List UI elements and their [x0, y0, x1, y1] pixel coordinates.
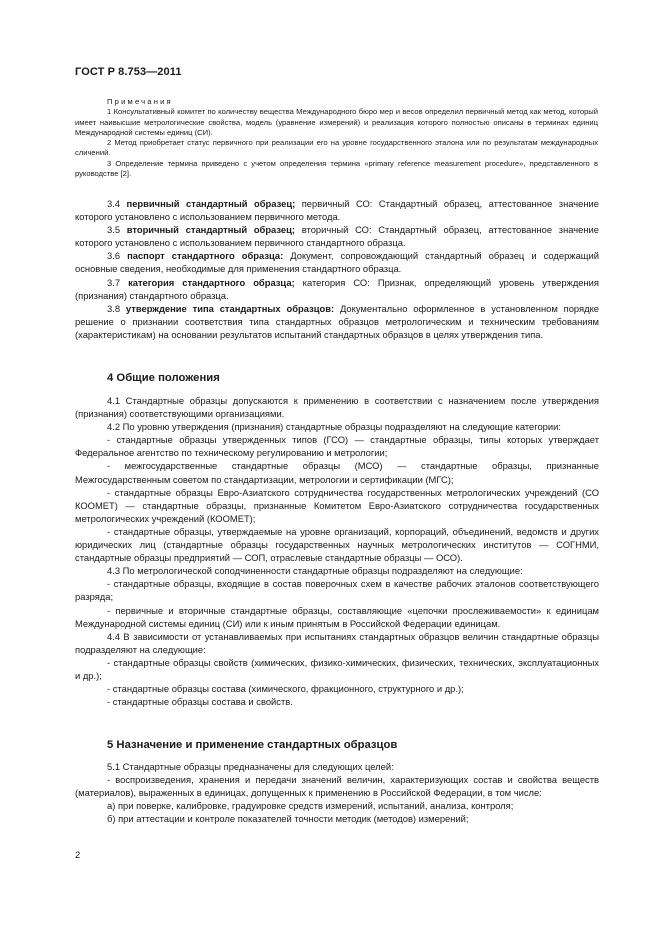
- note-item: 1 Консультативный комитет по количеству вещества Международного бюро мер и весов определил первичный метод как метод, который имеет наивысшие метрологические свойства, модель (уравнение измерений) и реализация которого полностью описаны в терминах единиц Международной системы единиц (СИ).: [75, 107, 598, 137]
- list-item: - стандартные образцы Евро-Азиатского сотрудничества государственных метрологических учреждений (СО КООМЕТ) — стандартные образцы, признанные Комитетом Евро-Азиатского сотрудничества государственных метрологических учреждений (КООМЕТ);: [75, 486, 599, 524]
- term-definition: Документ, сопровождающий стандартный образец и содержащий основные сведения, необходимые для применения стандартного образца.: [75, 250, 599, 275]
- list-item: - межгосударственные стандартные образцы (МСО) — стандартные образцы, признанные Межгосударственным советом по стандартизации, метрологии и сертификации (МГС);: [75, 460, 599, 485]
- term-definition: категория СО: Признак, определяющий уровень утверждения (признания) стандартного образца.: [75, 276, 599, 301]
- section-4-body: [75, 394, 599, 708]
- list-item: - воспроизведения, хранения и передачи значений величин, характеризующих состав и свойства веществ (материалов), выраженных в единицах, допущенных к применению в Российской Федерации, в том числе:: [75, 774, 599, 799]
- paragraph: 4.1 Стандартные образцы допускаются к применению в соответствии с назначением после утверждения (признания) соответствующими организациями.: [75, 395, 599, 420]
- list-item: - первичные и вторичные стандартные образцы, составляющие «цепочки прослеживаемости» к единицам Международной системы единиц (СИ) или к иным принятым в Российской Федерации единицам.: [75, 604, 599, 629]
- term-entry: [75, 223, 599, 249]
- terms-block: [75, 197, 599, 341]
- section-5-heading: 5 Назначение и применение стандартных образцов: [107, 739, 398, 751]
- notes-block: [75, 97, 598, 179]
- term-definition: вторичный СО: Стандартный образец, аттестованное значение которого установлено с использованием первичного стандартного образца.: [75, 224, 599, 249]
- document-header: ГОСТ Р 8.753—2011: [75, 66, 182, 78]
- term-entry: [75, 302, 599, 341]
- section-5-body: [75, 760, 599, 825]
- list-item: - стандартные образцы свойств (химических, физико-химических, физических, технических, эксплуатационных и др.);: [75, 656, 599, 681]
- paragraph: 4.2 По уровню утверждения (признания) стандартные образцы подразделяют на следующие категории:: [107, 421, 561, 433]
- list-item: - стандартные образцы состава и свойств.: [107, 696, 293, 708]
- term-name: утверждение типа стандартных образцов:: [125, 302, 335, 314]
- term-number: 3.5: [107, 224, 121, 236]
- list-item: б) при аттестации и контроле показателей точности методик (методов) измерений;: [107, 813, 469, 825]
- term-number: 3.6: [107, 250, 121, 262]
- list-item: - стандартные образцы, утверждаемые на уровне организаций, корпораций, объединений, ведомств и других юридических лиц (стандартные образцы государственных научных метрологических институтов — СОГНМИ, стандартные образцы предприятий — СОП, отраслевые стандартные образцы — ОСО).: [75, 525, 599, 564]
- notes-title: Примечания: [107, 97, 173, 106]
- term-entry: [75, 197, 599, 223]
- term-name: вторичный стандартный образец;: [126, 224, 296, 236]
- paragraph: 4.4 В зависимости от устанавливаемых при испытаниях стандартных образцов величин стандартные образцы подразделяют на следующие:: [75, 630, 599, 655]
- list-item: - стандартные образцы состава (химического, фракционного, структурного и др.);: [107, 683, 464, 695]
- list-item: а) при поверке, калибровке, градуировке средств измерений, испытаний, анализа, контроля;: [107, 800, 514, 812]
- page-number: 2: [75, 849, 81, 860]
- paragraph: 5.1 Стандартные образцы предназначены для следующих целей:: [107, 761, 394, 772]
- term-definition: первичный СО: Стандартный образец, аттестованное значение которого установлено с использованием первичного метода.: [75, 198, 600, 223]
- section-4-heading: 4 Общие положения: [107, 372, 220, 384]
- note-item: 3 Определение термина приведено с учетом определения термина «primary reference measurement procedure», представленного в руководстве [2].: [75, 158, 598, 179]
- term-number: 3.4: [107, 198, 121, 209]
- list-item: - стандартные образцы, входящие в состав поверочных схем в качестве рабочих эталонов соответствующего разряда;: [75, 578, 599, 603]
- term-number: 3.7: [107, 276, 121, 288]
- paragraph: 4.3 По метрологической соподчиненности стандартные образцы подразделяют на следующие:: [107, 565, 523, 577]
- term-name: первичный стандартный образец;: [126, 198, 296, 209]
- term-entry: [75, 276, 599, 302]
- term-definition: Документально оформленное в установленном порядке решение о признании соответствия типа стандартных образцов метрологическим и техническим требованиям (характеристикам) на основании результатов испытаний стандартных образцов в целях утверждения типа.: [75, 302, 600, 340]
- list-item: - стандартные образцы утвержденных типов (ГСО) — стандартные образцы, типы которых утверждает Федеральное агентство по техническому регулированию и метрологии;: [75, 434, 599, 459]
- term-number: 3.8: [107, 302, 121, 314]
- term-name: категория стандартного образца;: [128, 276, 295, 288]
- term-entry: [75, 249, 599, 275]
- note-item: 2 Метод приобретает статус первичного при реализации его на уровне государственного эталона или по результатам международных сличений.: [75, 138, 598, 158]
- term-name: паспорт стандартного образца:: [127, 250, 284, 262]
